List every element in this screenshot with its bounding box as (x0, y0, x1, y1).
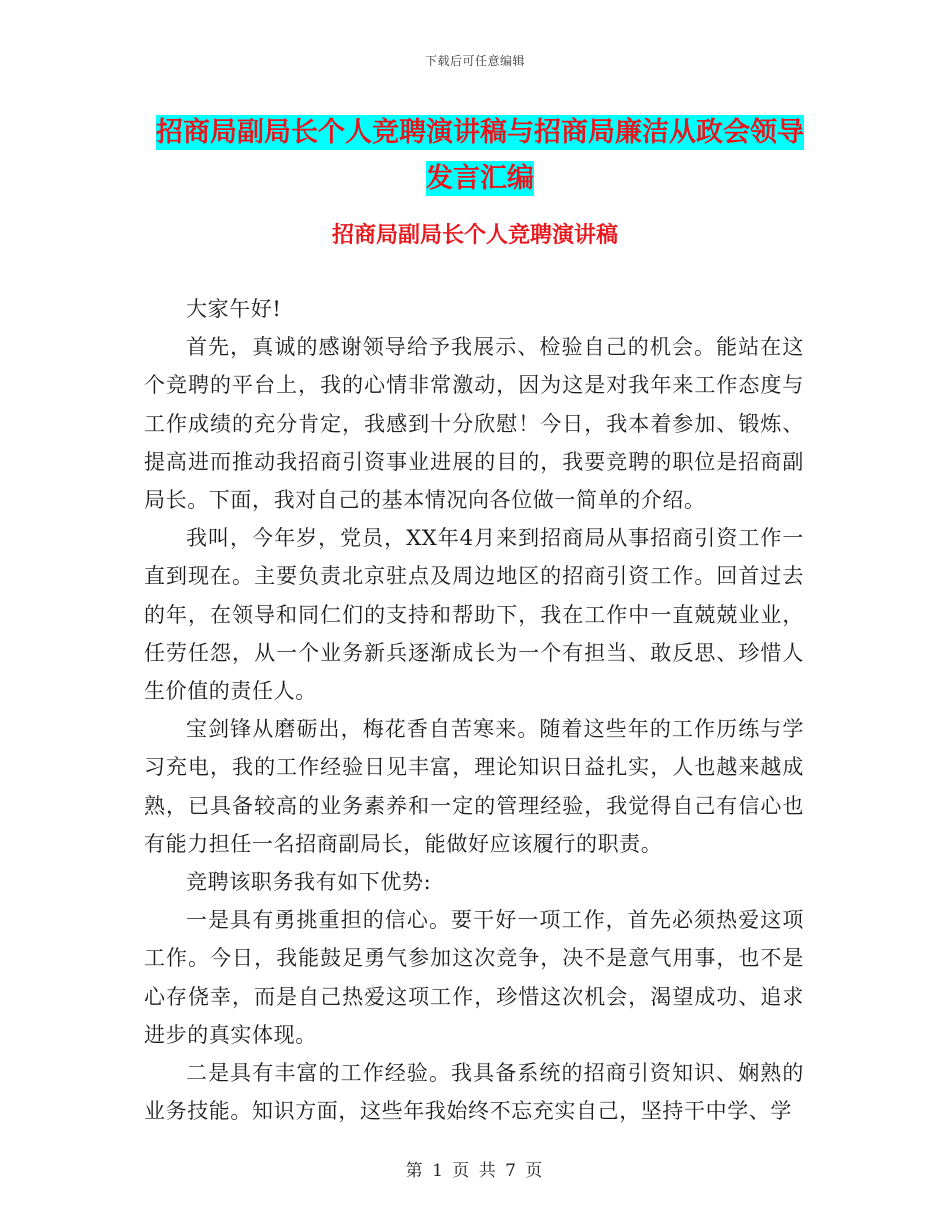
speech-body (144, 290, 804, 1130)
paragraph: 竞聘该职务我有如下优势: (186, 870, 432, 895)
paragraph: 一是具有勇挑重担的信心。要干好一项工作，首先必须热爱这项工作。今日，我能鼓足勇气参加这次竞争，决不是意气用事，也不是心存侥幸，而是自己热爱这项工作，珍惜这次机会，渴望成功、追求进步的真实体现。 (144, 908, 804, 1047)
paragraph: 首先，真诚的感谢领导给予我展示、检验自己的机会。能站在这个竞聘的平台上，我的心情非常激动，因为这是对我年来工作态度与工作成绩的充分肯定，我感到十分欣慰！今日，我本着参加、锻炼、提高进而推动我招商引资事业进展的目的，我要竞聘的职位是招商副局长。下面，我对自己的基本情况向各位做一简单的介绍。 (144, 335, 804, 513)
header-note: 下载后可任意编辑 (424, 54, 525, 68)
paragraph: 二是具有丰富的工作经验。我具备系统的招商引资知识、娴熟的业务技能。知识方面，这些年我始终不忘充实自己，坚持干中学、学 (144, 1061, 804, 1124)
page-number: 第 1 页 共 7 页 (405, 1161, 545, 1181)
document-title-text: 招商局副局长个人竞聘演讲稿与招商局廉洁从政会领导发言汇编 (156, 117, 804, 194)
document-title (150, 110, 810, 202)
section-title: 招商局副局长个人竞聘演讲稿 (331, 223, 618, 248)
paragraph: 我叫，今年岁，党员，XX年4月来到招商局从事招商引资工作一直到现在。主要负责北京驻点及周边地区的招商引资工作。回首过去的年，在领导和同仁们的支持和帮助下，我在工作中一直兢兢业业，任劳任怨，从一个业务新兵逐渐成长为一个有担当、敢反思、珍惜人生价值的责任人。 (144, 526, 804, 704)
paragraph-greeting: 大家午好! (186, 297, 282, 321)
paragraph: 宝剑锋从磨砺出，梅花香自苦寒来。随着这些年的工作历练与学习充电，我的工作经验日见丰富，理论知识日益扎实，人也越来越成熟，已具备较高的业务素养和一定的管理经验，我觉得自己有信心也有能力担任一名招商副局长，能做好应该履行的职责。 (144, 717, 804, 856)
